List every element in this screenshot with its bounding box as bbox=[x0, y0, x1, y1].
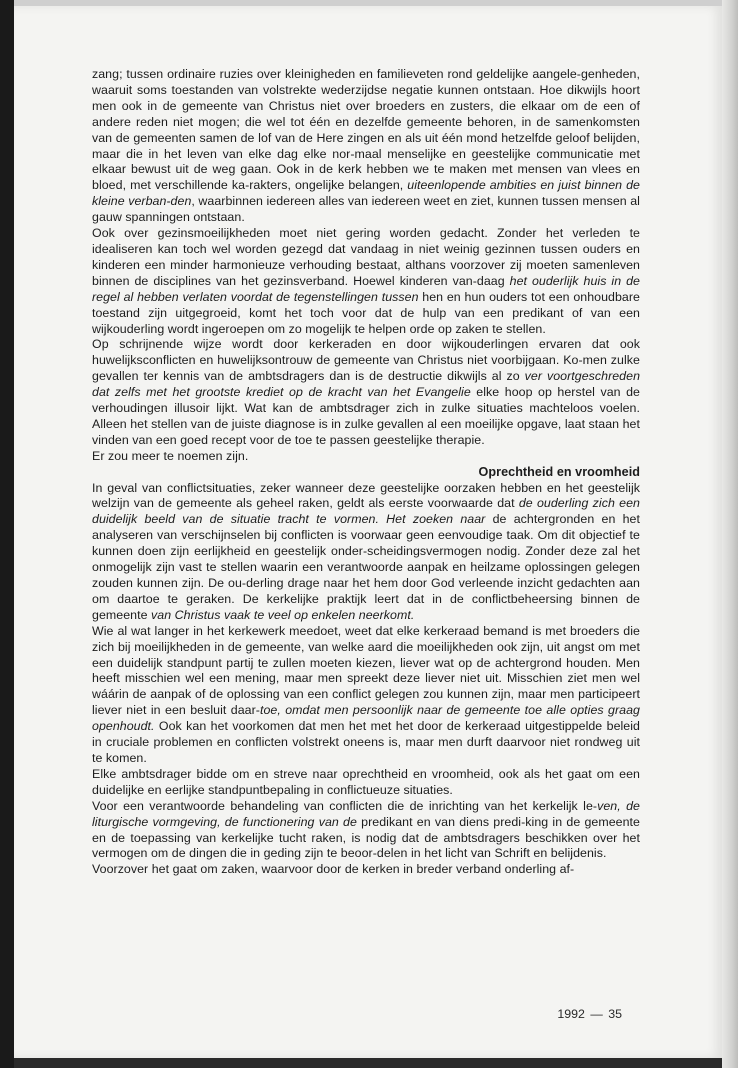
text-run: de achtergronden en het analyseren van verschijnselen bij conflicten is voorwaar geen eenvoudige taak. Om dit objectief te kunnen doen zijn eerlijkheid en geestelijk onder-scheidingsvermogen nodig. Zonder deze zal het onmogelijk zijn vast te stellen waarin een verantwoorde aanpak en heilzame oplossingen gelegen zouden kunnen zijn. De ou-derling drage naar het hem door God verleende inzicht gedachten aan om daartoe te geraken. De kerkelijke praktijk leert dat in de conflictbeheersing binnen de gemeente bbox=[92, 512, 640, 622]
italic-text: het ouderlijk huis in de regel al hebben verlaten voordat de tegenstellingen tussen bbox=[92, 273, 640, 304]
paragraph bbox=[92, 67, 640, 226]
paragraph bbox=[92, 337, 640, 448]
text-run: , waarbinnen iedereen alles van iedereen weet en ziet, kunnen tussen mensen al gauw spanningen ontstaan. bbox=[92, 194, 640, 225]
italic-text: de ouderling zich een duidelijk beeld van de situatie tracht te vormen. Het zoeken naar bbox=[92, 496, 640, 527]
italic-text: toe, omdat men persoonlijk naar de gemeente toe alle opties graag openhoudt. bbox=[92, 703, 640, 734]
text-run: Op schrijnende wijze wordt door kerkeraden en door wijkouderlingen ervaren dat ook huwelijksconflicten en huwelijksontrouw de gemeente van Christus niet voorbijgaan. Ko-men zulke gevallen ter kennis van de ambtsdragers dan is de destructie dikwijls al zo bbox=[92, 337, 640, 384]
italic-text: ver voortgeschreden dat zelfs met het grootste krediet op de kracht van het Evangelie bbox=[92, 369, 641, 400]
text-run: Voor een verantwoorde behandeling van conflicten die de inrichting van het kerkelijk le- bbox=[92, 798, 598, 813]
article-body bbox=[92, 67, 640, 878]
paragraph bbox=[92, 767, 640, 799]
paragraph bbox=[92, 449, 640, 465]
paragraph bbox=[92, 799, 640, 863]
text-run: Elke ambtsdrager bidde om en streve naar oprechtheid en vroomheid, ook als het gaat om een duidelijke en eerlijke standpuntbepaling in conflictueuze situaties. bbox=[92, 766, 640, 797]
text-run: Ook over gezinsmoeilijkheden moet niet gering worden gedacht. Zonder het verleden te idealiseren kan toch wel worden gezegd dat vandaag in niet weinig gezinnen tussen ouders en kinderen een minder harmonieuze verhouding bestaat, althans voorzover zij moeten samenleven binnen de disciplines van het gezinsverband. Hoewel kinderen van-daag bbox=[92, 226, 640, 288]
text-run: hen en hun ouders tot een onhoudbare toestand zijn uitgegroeid, komt het toch voor dat de hulp van een predikant of van een wijkouderling wordt ingeroepen om zo mogelijk te helpen orde op zaken te stellen. bbox=[92, 289, 640, 336]
text-run: In geval van conflictsituaties, zeker wanneer deze geestelijke oorzaken hebben en het geestelijk welzijn van de gemeente als geheel raken, geldt als eerste voorwaarde dat bbox=[92, 480, 640, 511]
text-run: predikant en van diens predi-king in de gemeente en de toepassing van kerkelijke tucht raken, is nodig dat de ambtsdragers beschikken over het vermogen om de dingen die in geding zijn te beoor-delen in het licht van Schrift en belijdenis. bbox=[92, 814, 640, 861]
text-run: Ook kan het voorkomen dat men het met het door de kerkeraad uitgestippelde beleid in cruciale problemen en conflicten volstrekt oneens is, maar men durft daarvoor niet rondweg uit te komen. bbox=[92, 719, 640, 765]
paragraph bbox=[92, 862, 640, 878]
paragraph bbox=[92, 226, 640, 337]
scan-edge-left bbox=[0, 0, 14, 1068]
paragraph-group-2 bbox=[92, 481, 640, 879]
text-run: Voorzover het gaat om zaken, waarvoor door de kerken in breder verband onderling af- bbox=[92, 862, 575, 877]
section-heading: Oprechtheid en vroomheid bbox=[478, 464, 640, 479]
italic-text: ven, de liturgische vormgeving, de functionering van de bbox=[92, 798, 640, 829]
paragraph bbox=[92, 481, 640, 624]
scan-edge-bottom bbox=[14, 1058, 722, 1068]
text-run: Wie al wat langer in het kerkewerk meedoet, weet dat elke kerkeraad bemand is met broeders die zich bij moeilijkheden in de gemeente, van welke aard die moeilijkheden ook zijn, uit angst om met een duidelijk standpunt partij te zullen moeten kiezen, liever wat op de achtergrond houden. Men heeft misschien wel een mening, maar men spreekt deze liever niet uit. Misschien ziet men wel wáárin de aanpak of de oplossing van een conflict gelegen zou kunnen zijn, maar men participeert liever niet in een besluit daar- bbox=[92, 623, 640, 718]
text-run: zang; tussen ordinaire ruzies over kleinigheden en familieveten rond geldelijke aangele-genheden, waaruit soms toestanden van volstrekte wederzijdse negatie kunnen ontstaan. Hoe dikwijls hoort men ook in de gemeente van Christus niet over broeders en zusters, die elkaar om de een of andere reden niet mogen; die wel tot één en dezelfde gemeente behoren, in de samenkomsten van de gemeenten samen de lof van de Here zingen en als uit één mond hetzelfde geloof belijden, maar die in het leven van elke dag elke nor-maal menselijke en geestelijke communicatie met elkaar bewust uit de weg gaan. Ook in de kerk hebben we te maken met mensen van vlees en bloed, met verschillende ka-rakters, ongelijke belangen, bbox=[92, 67, 640, 193]
italic-text: van Christus vaak te veel op enkelen neerkomt. bbox=[151, 607, 415, 622]
paragraph-group-1 bbox=[92, 67, 640, 465]
scan-edge-right bbox=[722, 0, 738, 1068]
text-run: elke hoop op herstel van de verhoudingen illusoir lijkt. Wat kan de ambtsdrager zich in zulke situaties machteloos voelen. Alleen het stellen van de juiste diagnose is in zulke gevallen al een moeilijke opgave, laat staan het vinden van een goed recept voor de toe te passen geestelijke therapie. bbox=[92, 385, 640, 447]
document-page bbox=[14, 6, 722, 1058]
text-run: Er zou meer te noemen zijn. bbox=[92, 448, 249, 463]
page-number: 1992 — 35 bbox=[557, 1007, 622, 1021]
italic-text: uiteenlopende ambities en juist binnen de kleine verban-den bbox=[92, 178, 640, 209]
paragraph bbox=[92, 624, 640, 767]
